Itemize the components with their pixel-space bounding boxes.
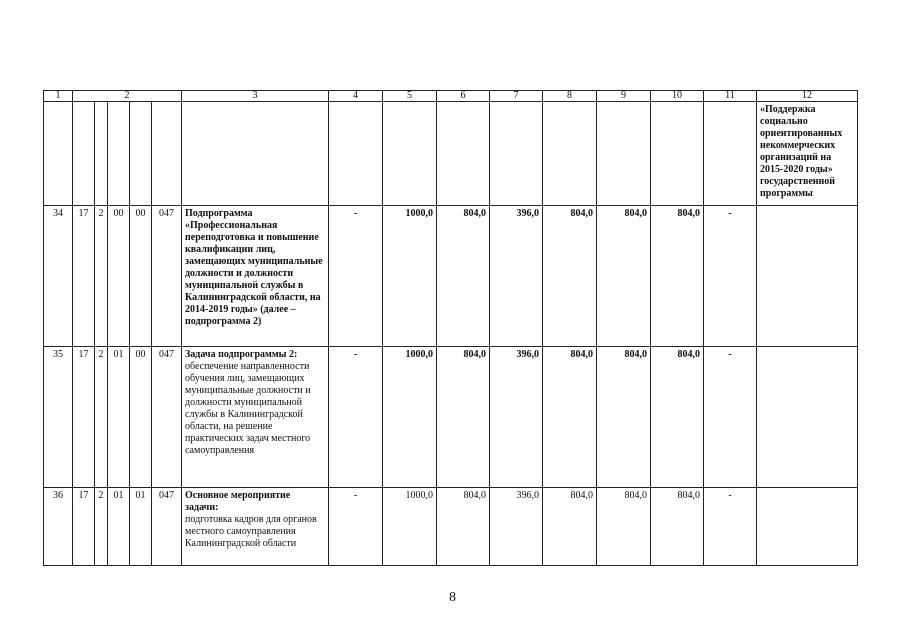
code-cell: 047 xyxy=(152,488,182,566)
value-cell: 396,0 xyxy=(490,347,543,488)
page-number: 8 xyxy=(449,590,456,605)
value-cell: 804,0 xyxy=(651,347,704,488)
code-cell: 17 xyxy=(73,488,95,566)
value-cell: 396,0 xyxy=(490,488,543,566)
header-cell-5: 5 xyxy=(383,91,437,102)
code-cell: 00 xyxy=(130,347,152,488)
value-cell: 1000,0 xyxy=(383,488,437,566)
code-cell: 00 xyxy=(130,206,152,347)
description-cell xyxy=(182,206,329,347)
value-cell: 804,0 xyxy=(597,206,651,347)
value-cell: 804,0 xyxy=(437,347,490,488)
value-cell: 804,0 xyxy=(651,206,704,347)
description-cell xyxy=(182,488,329,566)
code-cell: 01 xyxy=(108,488,130,566)
code-cell: 00 xyxy=(108,206,130,347)
header-cell-4: 4 xyxy=(329,91,383,102)
row-number: 36 xyxy=(44,488,73,566)
header-cell-7: 7 xyxy=(490,91,543,102)
header-cell-9: 9 xyxy=(597,91,651,102)
code-cell: 17 xyxy=(73,206,95,347)
header-cell-6: 6 xyxy=(437,91,490,102)
budget-table xyxy=(43,90,858,566)
value-cell: 804,0 xyxy=(437,206,490,347)
value-cell: 804,0 xyxy=(651,488,704,566)
value-cell: - xyxy=(329,488,383,566)
code-cell: 17 xyxy=(73,347,95,488)
value-cell: 804,0 xyxy=(597,488,651,566)
value-cell: 1000,0 xyxy=(383,206,437,347)
value-cell: 804,0 xyxy=(543,347,597,488)
value-cell: 804,0 xyxy=(597,347,651,488)
value-cell: - xyxy=(704,206,757,347)
description-text: подготовка кадров для органов местного самоуправления Калининградской области xyxy=(185,514,317,549)
row-number: 34 xyxy=(44,206,73,347)
value-cell xyxy=(757,206,858,347)
code-cell: 01 xyxy=(130,488,152,566)
value-cell: 396,0 xyxy=(490,206,543,347)
header-row xyxy=(44,91,858,102)
table-row xyxy=(44,206,858,347)
header-cell-12: 12 xyxy=(757,91,858,102)
value-cell xyxy=(757,488,858,566)
code-cell: 01 xyxy=(108,347,130,488)
table-row xyxy=(44,488,858,566)
description-title: Подпрограмма «Профессиональная переподготовка и повышение квалификации лиц, замещающих муниципальные должности и должности муниципальной службы в Калининградской области, на 2014-2019 годы» (далее – подпрограмма 2) xyxy=(185,208,323,327)
header-cell-1: 1 xyxy=(44,91,73,102)
value-cell: 804,0 xyxy=(543,206,597,347)
header-cell-11: 11 xyxy=(704,91,757,102)
continuation-row xyxy=(44,102,858,206)
value-cell: - xyxy=(329,206,383,347)
code-cell: 2 xyxy=(95,347,108,488)
value-cell: - xyxy=(704,347,757,488)
value-cell: 1000,0 xyxy=(383,347,437,488)
program-name-cell: «Поддержка социально ориентированных некоммерческих организаций на 2015-2020 годы» государственной программы xyxy=(757,102,858,206)
header-cell-3: 3 xyxy=(182,91,329,102)
code-cell: 2 xyxy=(95,206,108,347)
row-number: 35 xyxy=(44,347,73,488)
description-cell xyxy=(182,347,329,488)
value-cell: 804,0 xyxy=(437,488,490,566)
code-cell: 047 xyxy=(152,206,182,347)
header-cell-10: 10 xyxy=(651,91,704,102)
value-cell: 804,0 xyxy=(543,488,597,566)
value-cell xyxy=(757,347,858,488)
description-title: Задача подпрограммы 2: xyxy=(185,349,298,360)
description-text: обеспечение направленности обучения лиц, замещающих муниципальные должности и должности муниципальной службы в Калининградской области, на решение практических задач местного самоуправления xyxy=(185,361,311,456)
header-cell-2: 2 xyxy=(73,91,182,102)
code-cell: 047 xyxy=(152,347,182,488)
code-cell: 2 xyxy=(95,488,108,566)
value-cell: - xyxy=(704,488,757,566)
description-title: Основное мероприятие задачи: xyxy=(185,490,291,513)
value-cell: - xyxy=(329,347,383,488)
header-cell-8: 8 xyxy=(543,91,597,102)
table-row xyxy=(44,347,858,488)
